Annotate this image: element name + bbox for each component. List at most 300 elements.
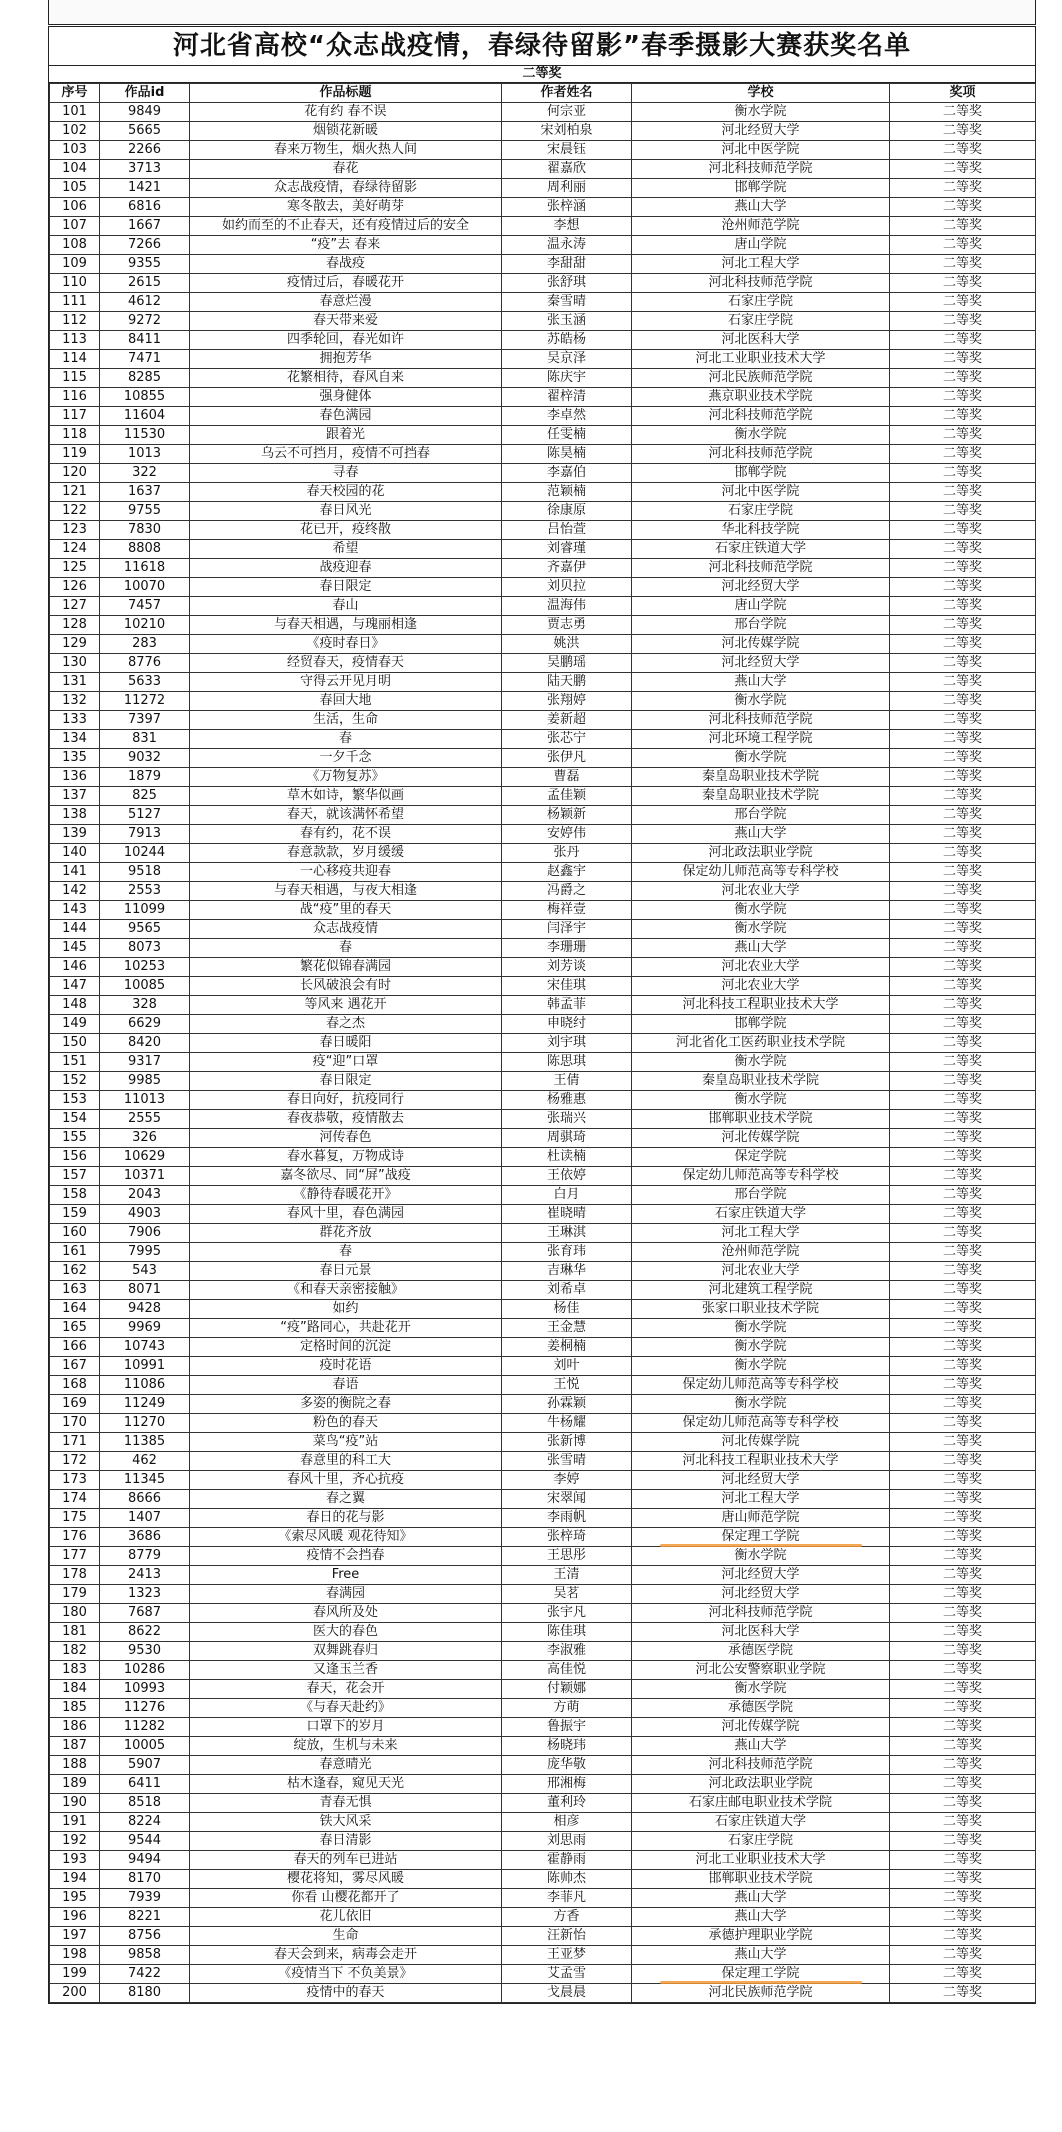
cell-author: 宋翠闻 xyxy=(502,1490,632,1509)
cell-index: 184 xyxy=(50,1680,100,1699)
table-row xyxy=(50,1832,1036,1851)
cell-award: 二等奖 xyxy=(890,445,1036,464)
cell-award: 二等奖 xyxy=(890,654,1036,673)
cell-work-title: “疫”去 春来 xyxy=(190,236,502,255)
table-row xyxy=(50,1034,1036,1053)
cell-index: 111 xyxy=(50,293,100,312)
cell-index: 139 xyxy=(50,825,100,844)
cell-award: 二等奖 xyxy=(890,1509,1036,1528)
table-row xyxy=(50,1813,1036,1832)
award-list-sheet xyxy=(48,26,1036,2004)
cell-index: 124 xyxy=(50,540,100,559)
highlight-underline xyxy=(660,1981,862,1984)
cell-index: 134 xyxy=(50,730,100,749)
table-row xyxy=(50,293,1036,312)
cell-school: 衡水学院 xyxy=(632,1338,890,1357)
cell-author: 刘贝拉 xyxy=(502,578,632,597)
cell-award: 二等奖 xyxy=(890,1718,1036,1737)
cell-award: 二等奖 xyxy=(890,1205,1036,1224)
cell-index: 120 xyxy=(50,464,100,483)
table-row xyxy=(50,578,1036,597)
cell-school: 石家庄铁道大学 xyxy=(632,540,890,559)
cell-index: 172 xyxy=(50,1452,100,1471)
cell-author: 张芯宁 xyxy=(502,730,632,749)
table-row xyxy=(50,1908,1036,1927)
cell-school: 邢台学院 xyxy=(632,806,890,825)
table-row xyxy=(50,1547,1036,1566)
cell-award: 二等奖 xyxy=(890,407,1036,426)
cell-award: 二等奖 xyxy=(890,1186,1036,1205)
cell-index: 174 xyxy=(50,1490,100,1509)
table-row xyxy=(50,1015,1036,1034)
cell-work-id: 11385 xyxy=(100,1433,190,1452)
cell-work-id: 9494 xyxy=(100,1851,190,1870)
cell-work-title: 战疫迎春 xyxy=(190,559,502,578)
cell-school: 衡水学院 xyxy=(632,1053,890,1072)
header-work-id: 作品id xyxy=(100,84,190,103)
cell-work-id: 10244 xyxy=(100,844,190,863)
cell-school: 河北环境工程学院 xyxy=(632,730,890,749)
cell-school: 河北中医学院 xyxy=(632,141,890,160)
cell-work-id: 1637 xyxy=(100,483,190,502)
cell-work-title: 春天，就该满怀希望 xyxy=(190,806,502,825)
cell-work-title: 春风所及处 xyxy=(190,1604,502,1623)
cell-index: 125 xyxy=(50,559,100,578)
cell-index: 162 xyxy=(50,1262,100,1281)
cell-work-id: 7457 xyxy=(100,597,190,616)
cell-award: 二等奖 xyxy=(890,730,1036,749)
cell-award: 二等奖 xyxy=(890,1167,1036,1186)
cell-index: 141 xyxy=(50,863,100,882)
cell-index: 177 xyxy=(50,1547,100,1566)
table-row xyxy=(50,1566,1036,1585)
cell-award: 二等奖 xyxy=(890,502,1036,521)
table-row xyxy=(50,1642,1036,1661)
cell-award: 二等奖 xyxy=(890,141,1036,160)
page-title: 河北省高校“众志战疫情，春绿待留影”春季摄影大赛获奖名单 xyxy=(49,27,1035,66)
cell-work-id: 9428 xyxy=(100,1300,190,1319)
cell-author: 相彦 xyxy=(502,1813,632,1832)
cell-author: 赵鑫宇 xyxy=(502,863,632,882)
cell-index: 121 xyxy=(50,483,100,502)
cell-school: 石家庄学院 xyxy=(632,312,890,331)
table-row xyxy=(50,901,1036,920)
cell-work-id: 2413 xyxy=(100,1566,190,1585)
cell-work-id: 8420 xyxy=(100,1034,190,1053)
cell-index: 115 xyxy=(50,369,100,388)
cell-school: 衡水学院 xyxy=(632,920,890,939)
cell-work-id: 9544 xyxy=(100,1832,190,1851)
cell-index: 160 xyxy=(50,1224,100,1243)
cell-award: 二等奖 xyxy=(890,1034,1036,1053)
cell-work-id: 11272 xyxy=(100,692,190,711)
cell-school: 衡水学院 xyxy=(632,901,890,920)
cell-author: 王亚梦 xyxy=(502,1946,632,1965)
cell-work-title: 草木如诗，繁华似画 xyxy=(190,787,502,806)
cell-school: 燕山大学 xyxy=(632,198,890,217)
cell-work-id: 7422 xyxy=(100,1965,190,1984)
cell-author: 李卓然 xyxy=(502,407,632,426)
table-row xyxy=(50,616,1036,635)
cell-author: 王依婷 xyxy=(502,1167,632,1186)
table-row xyxy=(50,1851,1036,1870)
cell-work-title: 春日的花与影 xyxy=(190,1509,502,1528)
cell-work-id: 10743 xyxy=(100,1338,190,1357)
table-row xyxy=(50,1870,1036,1889)
cell-school: 燕山大学 xyxy=(632,1946,890,1965)
cell-work-title: 春 xyxy=(190,1243,502,1262)
cell-award: 二等奖 xyxy=(890,901,1036,920)
table-row xyxy=(50,996,1036,1015)
cell-index: 137 xyxy=(50,787,100,806)
cell-school: 保定幼儿师范高等专科学校 xyxy=(632,1414,890,1433)
cell-author: 方萌 xyxy=(502,1699,632,1718)
cell-work-id: 10070 xyxy=(100,578,190,597)
cell-author: 刘叶 xyxy=(502,1357,632,1376)
cell-award: 二等奖 xyxy=(890,1832,1036,1851)
cell-index: 133 xyxy=(50,711,100,730)
cell-work-title: 拥抱芳华 xyxy=(190,350,502,369)
cell-work-title: 粉色的春天 xyxy=(190,1414,502,1433)
cell-work-id: 10371 xyxy=(100,1167,190,1186)
table-row xyxy=(50,122,1036,141)
cell-award: 二等奖 xyxy=(890,1414,1036,1433)
cell-work-id: 8666 xyxy=(100,1490,190,1509)
cell-award: 二等奖 xyxy=(890,1319,1036,1338)
cell-work-title: 春之杰 xyxy=(190,1015,502,1034)
cell-award: 二等奖 xyxy=(890,255,1036,274)
cell-index: 102 xyxy=(50,122,100,141)
cell-work-title: 又逢玉兰香 xyxy=(190,1661,502,1680)
cell-award: 二等奖 xyxy=(890,1851,1036,1870)
cell-work-title: 如约 xyxy=(190,1300,502,1319)
cell-award: 二等奖 xyxy=(890,1756,1036,1775)
cell-author: 何宗亚 xyxy=(502,103,632,122)
cell-work-title: 青春无惧 xyxy=(190,1794,502,1813)
cell-index: 186 xyxy=(50,1718,100,1737)
cell-work-id: 9969 xyxy=(100,1319,190,1338)
cell-author: 陈思琪 xyxy=(502,1053,632,1072)
cell-work-id: 831 xyxy=(100,730,190,749)
cell-award: 二等奖 xyxy=(890,1053,1036,1072)
cell-work-id: 11270 xyxy=(100,1414,190,1433)
cell-index: 179 xyxy=(50,1585,100,1604)
cell-index: 192 xyxy=(50,1832,100,1851)
cell-award: 二等奖 xyxy=(890,1965,1036,1984)
cell-school: 沧州师范学院 xyxy=(632,1243,890,1262)
cell-work-title: 四季轮回，春光如许 xyxy=(190,331,502,350)
cell-work-title: 疫情过后，春暖花开 xyxy=(190,274,502,293)
table-row xyxy=(50,1889,1036,1908)
cell-work-title: 春意烂漫 xyxy=(190,293,502,312)
cell-work-id: 8808 xyxy=(100,540,190,559)
cell-work-title: 一夕千念 xyxy=(190,749,502,768)
cell-work-id: 7471 xyxy=(100,350,190,369)
cell-work-title: 双舞跳春归 xyxy=(190,1642,502,1661)
cell-index: 128 xyxy=(50,616,100,635)
cell-school: 唐山师范学院 xyxy=(632,1509,890,1528)
cell-index: 143 xyxy=(50,901,100,920)
cell-index: 180 xyxy=(50,1604,100,1623)
cell-school: 燕京职业技术学院 xyxy=(632,388,890,407)
cell-index: 157 xyxy=(50,1167,100,1186)
previous-page-edge xyxy=(48,0,1036,25)
cell-work-id: 10993 xyxy=(100,1680,190,1699)
cell-author: 徐康原 xyxy=(502,502,632,521)
cell-author: 张梓琦 xyxy=(502,1528,632,1547)
cell-index: 168 xyxy=(50,1376,100,1395)
cell-work-id: 8071 xyxy=(100,1281,190,1300)
cell-work-id: 11282 xyxy=(100,1718,190,1737)
cell-school: 衡水学院 xyxy=(632,1395,890,1414)
cell-work-title: 医大的春色 xyxy=(190,1623,502,1642)
award-table xyxy=(49,83,1036,2003)
cell-school: 河北经贸大学 xyxy=(632,654,890,673)
table-row xyxy=(50,1053,1036,1072)
cell-award: 二等奖 xyxy=(890,103,1036,122)
cell-work-id: 9858 xyxy=(100,1946,190,1965)
cell-work-title: 战“疫”里的春天 xyxy=(190,901,502,920)
cell-work-title: 与春天相遇，与瑰丽相逢 xyxy=(190,616,502,635)
cell-work-title: 樱花将知，雾尽风暖 xyxy=(190,1870,502,1889)
cell-author: 杨颖新 xyxy=(502,806,632,825)
cell-award: 二等奖 xyxy=(890,559,1036,578)
cell-work-title: 菜鸟“疫”站 xyxy=(190,1433,502,1452)
cell-author: 张玉涵 xyxy=(502,312,632,331)
cell-author: 邢湘梅 xyxy=(502,1775,632,1794)
cell-work-title: 疫“迎”口罩 xyxy=(190,1053,502,1072)
cell-work-id: 9355 xyxy=(100,255,190,274)
cell-work-title: 守得云开见月明 xyxy=(190,673,502,692)
cell-index: 165 xyxy=(50,1319,100,1338)
cell-author: 杨晓玮 xyxy=(502,1737,632,1756)
cell-index: 161 xyxy=(50,1243,100,1262)
table-row xyxy=(50,1395,1036,1414)
cell-author: 张丹 xyxy=(502,844,632,863)
table-row xyxy=(50,521,1036,540)
cell-award: 二等奖 xyxy=(890,787,1036,806)
cell-award: 二等奖 xyxy=(890,1300,1036,1319)
cell-school: 河北工程大学 xyxy=(632,255,890,274)
cell-award: 二等奖 xyxy=(890,882,1036,901)
cell-school: 河北传媒学院 xyxy=(632,1129,890,1148)
cell-school: 河北经贸大学 xyxy=(632,578,890,597)
cell-author: 付颖娜 xyxy=(502,1680,632,1699)
cell-work-id: 10629 xyxy=(100,1148,190,1167)
cell-award: 二等奖 xyxy=(890,293,1036,312)
cell-index: 182 xyxy=(50,1642,100,1661)
cell-work-id: 7687 xyxy=(100,1604,190,1623)
cell-index: 190 xyxy=(50,1794,100,1813)
cell-work-title: 春夜恭敬，疫情散去 xyxy=(190,1110,502,1129)
cell-author: 韩孟菲 xyxy=(502,996,632,1015)
cell-index: 167 xyxy=(50,1357,100,1376)
table-row xyxy=(50,654,1036,673)
cell-work-title: 春语 xyxy=(190,1376,502,1395)
cell-work-id: 11345 xyxy=(100,1471,190,1490)
cell-work-id: 1421 xyxy=(100,179,190,198)
table-row xyxy=(50,540,1036,559)
cell-award: 二等奖 xyxy=(890,692,1036,711)
table-row xyxy=(50,350,1036,369)
cell-index: 195 xyxy=(50,1889,100,1908)
cell-index: 166 xyxy=(50,1338,100,1357)
cell-index: 149 xyxy=(50,1015,100,1034)
table-row xyxy=(50,198,1036,217)
cell-work-id: 9518 xyxy=(100,863,190,882)
cell-work-title: 春日暖阳 xyxy=(190,1034,502,1053)
cell-award: 二等奖 xyxy=(890,217,1036,236)
table-row xyxy=(50,977,1036,996)
cell-index: 151 xyxy=(50,1053,100,1072)
cell-work-title: Free xyxy=(190,1566,502,1585)
cell-work-title: 绽放，生机与未来 xyxy=(190,1737,502,1756)
cell-award: 二等奖 xyxy=(890,1927,1036,1946)
table-row xyxy=(50,1129,1036,1148)
cell-index: 108 xyxy=(50,236,100,255)
cell-index: 113 xyxy=(50,331,100,350)
cell-author: 姜桐楠 xyxy=(502,1338,632,1357)
cell-award: 二等奖 xyxy=(890,274,1036,293)
cell-work-title: 繁花似锦春满园 xyxy=(190,958,502,977)
cell-award: 二等奖 xyxy=(890,331,1036,350)
cell-author: 陈佳琪 xyxy=(502,1623,632,1642)
cell-award: 二等奖 xyxy=(890,1433,1036,1452)
cell-index: 119 xyxy=(50,445,100,464)
table-row xyxy=(50,388,1036,407)
cell-index: 129 xyxy=(50,635,100,654)
cell-work-id: 8518 xyxy=(100,1794,190,1813)
cell-award: 二等奖 xyxy=(890,1490,1036,1509)
cell-index: 140 xyxy=(50,844,100,863)
cell-work-id: 2266 xyxy=(100,141,190,160)
cell-index: 163 xyxy=(50,1281,100,1300)
cell-work-id: 1407 xyxy=(100,1509,190,1528)
cell-work-title: “疫”路同心，共赴花开 xyxy=(190,1319,502,1338)
cell-award: 二等奖 xyxy=(890,578,1036,597)
cell-school: 燕山大学 xyxy=(632,1908,890,1927)
cell-school: 石家庄邮电职业技术学院 xyxy=(632,1794,890,1813)
cell-work-title: 《静待春暖花开》 xyxy=(190,1186,502,1205)
cell-author: 刘希卓 xyxy=(502,1281,632,1300)
cell-index: 187 xyxy=(50,1737,100,1756)
table-row xyxy=(50,1414,1036,1433)
cell-award: 二等奖 xyxy=(890,1547,1036,1566)
cell-work-id: 8224 xyxy=(100,1813,190,1832)
cell-work-id: 11618 xyxy=(100,559,190,578)
cell-school: 河北科技师范学院 xyxy=(632,1604,890,1623)
cell-index: 185 xyxy=(50,1699,100,1718)
table-row xyxy=(50,407,1036,426)
cell-work-title: 春天会到来，病毒会走开 xyxy=(190,1946,502,1965)
cell-school: 秦皇岛职业技术学院 xyxy=(632,1072,890,1091)
cell-work-id: 8411 xyxy=(100,331,190,350)
cell-index: 197 xyxy=(50,1927,100,1946)
cell-work-id: 2043 xyxy=(100,1186,190,1205)
cell-award: 二等奖 xyxy=(890,1642,1036,1661)
cell-work-id: 10210 xyxy=(100,616,190,635)
cell-work-title: 嘉冬欲尽、同“屏”战疫 xyxy=(190,1167,502,1186)
cell-index: 156 xyxy=(50,1148,100,1167)
cell-school: 河北农业大学 xyxy=(632,1262,890,1281)
cell-author: 张新博 xyxy=(502,1433,632,1452)
cell-work-id: 10005 xyxy=(100,1737,190,1756)
cell-author: 杨雅惠 xyxy=(502,1091,632,1110)
cell-school: 邯郸职业技术学院 xyxy=(632,1110,890,1129)
cell-school: 衡水学院 xyxy=(632,103,890,122)
cell-work-title: 与春天相遇，与夜大相逢 xyxy=(190,882,502,901)
cell-award: 二等奖 xyxy=(890,122,1036,141)
cell-work-title: 《与春天赴约》 xyxy=(190,1699,502,1718)
cell-work-title: 春 xyxy=(190,730,502,749)
cell-work-id: 322 xyxy=(100,464,190,483)
cell-author: 李菲凡 xyxy=(502,1889,632,1908)
cell-work-title: 春满园 xyxy=(190,1585,502,1604)
cell-work-title: 定格时间的沉淀 xyxy=(190,1338,502,1357)
cell-author: 王悦 xyxy=(502,1376,632,1395)
cell-school: 河北经贸大学 xyxy=(632,1471,890,1490)
cell-author: 梅祥壹 xyxy=(502,901,632,920)
table-row xyxy=(50,1281,1036,1300)
cell-index: 144 xyxy=(50,920,100,939)
cell-work-title: 枯木逢春，窥见天光 xyxy=(190,1775,502,1794)
cell-author: 孟佳颖 xyxy=(502,787,632,806)
cell-work-title: 烟锁花新暖 xyxy=(190,122,502,141)
table-row xyxy=(50,1775,1036,1794)
table-row xyxy=(50,825,1036,844)
cell-work-id: 10286 xyxy=(100,1661,190,1680)
table-row xyxy=(50,730,1036,749)
cell-work-id: 9849 xyxy=(100,103,190,122)
cell-award: 二等奖 xyxy=(890,1585,1036,1604)
cell-award: 二等奖 xyxy=(890,1338,1036,1357)
cell-work-title: 众志战疫情 xyxy=(190,920,502,939)
cell-school: 邯郸学院 xyxy=(632,179,890,198)
table-row xyxy=(50,692,1036,711)
cell-award: 二等奖 xyxy=(890,1813,1036,1832)
cell-work-title: 春日元景 xyxy=(190,1262,502,1281)
cell-work-title: 你看 山樱花都开了 xyxy=(190,1889,502,1908)
cell-work-id: 10085 xyxy=(100,977,190,996)
table-row xyxy=(50,426,1036,445)
table-row xyxy=(50,1471,1036,1490)
cell-index: 181 xyxy=(50,1623,100,1642)
cell-work-title: 疫情中的春天 xyxy=(190,1984,502,2003)
table-row xyxy=(50,806,1036,825)
cell-award: 二等奖 xyxy=(890,673,1036,692)
table-row xyxy=(50,445,1036,464)
cell-index: 107 xyxy=(50,217,100,236)
cell-index: 148 xyxy=(50,996,100,1015)
cell-work-id: 5907 xyxy=(100,1756,190,1775)
cell-author: 冯爵之 xyxy=(502,882,632,901)
cell-index: 191 xyxy=(50,1813,100,1832)
cell-index: 103 xyxy=(50,141,100,160)
table-row xyxy=(50,635,1036,654)
table-row xyxy=(50,1433,1036,1452)
cell-index: 173 xyxy=(50,1471,100,1490)
cell-author: 王金慧 xyxy=(502,1319,632,1338)
cell-school: 保定理工学院 xyxy=(632,1528,890,1547)
table-row xyxy=(50,1661,1036,1680)
cell-author: 姚洪 xyxy=(502,635,632,654)
cell-work-title: 春之翼 xyxy=(190,1490,502,1509)
header-award: 奖项 xyxy=(890,84,1036,103)
cell-index: 135 xyxy=(50,749,100,768)
cell-index: 132 xyxy=(50,692,100,711)
cell-index: 118 xyxy=(50,426,100,445)
cell-work-id: 8073 xyxy=(100,939,190,958)
